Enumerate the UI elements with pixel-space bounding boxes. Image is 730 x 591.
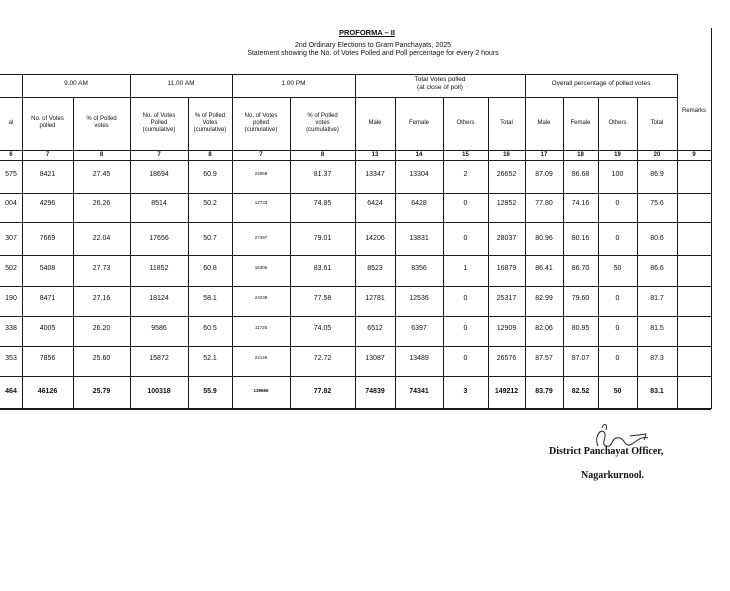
table-cell: 12733: [254, 200, 268, 205]
column-number-7: 13: [371, 152, 379, 158]
column-number-13: 19: [614, 152, 621, 158]
table-cell: 86.70: [571, 265, 590, 272]
total-cell: 83.1: [650, 388, 664, 395]
table-cell: 82.06: [535, 325, 553, 332]
column-number-5: 7: [259, 152, 263, 158]
table-cell: 24968: [254, 171, 268, 176]
table-cell: 11852: [149, 265, 169, 272]
total-cell: 3: [463, 388, 468, 395]
column-header-2: % of Polled votes: [86, 116, 117, 129]
table-cell: 11726: [254, 325, 268, 330]
total-cell: 82.52: [571, 388, 590, 395]
table-cell: 13831: [409, 235, 429, 242]
table-cell: 16306: [254, 265, 268, 270]
table-cell: 74.05: [313, 325, 332, 332]
column-header-8: Female: [408, 119, 429, 126]
column-header-5: No. of Votes polled (cumulative): [244, 112, 278, 133]
column-number-15: 9: [692, 152, 696, 158]
table-cell: 18694: [149, 171, 169, 178]
col-line-6: [290, 97, 291, 409]
col-line-13: [598, 97, 599, 409]
group-9am: 9.00 AM: [64, 80, 88, 87]
table-cell: 26.20: [92, 325, 111, 332]
total-cell: 74839: [365, 388, 385, 395]
table-cell: 27.45: [92, 171, 111, 178]
table-cell: 60.9: [203, 171, 217, 178]
column-header-13: Others: [608, 119, 627, 126]
table-cell: 0: [463, 325, 468, 332]
table-cell: 81.5: [650, 325, 664, 332]
table-cell: 22.04: [92, 235, 111, 242]
table-cell: 80.6: [650, 235, 664, 242]
column-number-2: 8: [99, 152, 104, 158]
total-cell: 74341: [409, 388, 429, 395]
table-cell: 8523: [367, 265, 383, 272]
table-cell: 5408: [39, 265, 56, 272]
column-number-8: 14: [415, 152, 423, 158]
table-cell: 9586: [151, 325, 167, 332]
column-number-11: 17: [540, 152, 548, 158]
table-cell: 79.60: [571, 295, 590, 302]
election-title: 2nd Ordinary Elections to Gram Panchayats, 2025: [294, 42, 452, 49]
table-cell: 50: [613, 265, 622, 272]
table-cell: 575: [5, 171, 17, 178]
table-cell: 50.7: [203, 235, 217, 242]
table-cell: 12909: [496, 325, 517, 332]
table-cell: 83.61: [313, 265, 332, 272]
col-line-2: [73, 97, 74, 409]
table-cell: 74.85: [313, 200, 332, 207]
group-header-line: [0, 97, 677, 98]
column-header-4: % of Polled Votes (cumulative): [193, 112, 227, 133]
table-cell: 8471: [39, 295, 56, 302]
column-number-10: 16: [503, 152, 510, 158]
total-cell: 100318: [147, 388, 171, 395]
table-cell: 28037: [496, 235, 517, 242]
total-cell: 139665: [253, 388, 269, 393]
table-cell: 25.60: [92, 355, 111, 362]
table-cell: 4005: [39, 325, 56, 332]
total-cell: 83.79: [535, 388, 553, 395]
table-cell: 0: [615, 355, 620, 362]
total-cell: 149212: [494, 388, 519, 395]
table-cell: 60.8: [203, 265, 217, 272]
table-cell: 8514: [151, 200, 167, 207]
column-header-9: Others: [456, 119, 475, 126]
table-cell: 13304: [409, 171, 429, 178]
table-cell: 52.1: [203, 355, 217, 362]
table-cell: 4296: [39, 200, 56, 207]
table-cell: 14206: [365, 235, 385, 242]
table-cell: 8356: [411, 265, 427, 272]
table-cell: 0: [615, 200, 620, 207]
table-cell: 81.37: [313, 171, 332, 178]
officer-designation: District Panchayat Officer,: [549, 446, 664, 457]
column-header-14: Total: [650, 119, 664, 126]
table-cell: 26652: [496, 171, 517, 178]
column-header-0: al: [8, 119, 14, 126]
table-cell: 307: [5, 235, 17, 242]
page-border-right: [711, 28, 712, 408]
table-cell: 82.99: [535, 295, 553, 302]
column-number-6: 8: [320, 152, 325, 158]
col-line-9: [443, 97, 444, 409]
col-line-15: [677, 74, 678, 409]
table-cell: 72.72: [313, 355, 332, 362]
table-cell: 0: [615, 295, 620, 302]
column-number-9: 15: [462, 152, 469, 158]
table-cell: 8421: [39, 171, 56, 178]
table-cell: 190: [5, 295, 17, 302]
total-cell: 464: [5, 388, 17, 395]
column-header-1: No. of Votes polled: [31, 116, 64, 129]
table-cell: 25317: [496, 295, 517, 302]
table-cell: 12781: [365, 295, 385, 302]
column-header-10: Total: [500, 119, 513, 126]
group-overall-percentage: Overall percentage of polled votes: [551, 80, 651, 87]
table-cell: 338: [5, 325, 17, 332]
group-11am: 11.00 AM: [167, 80, 195, 87]
table-cell: 60.5: [203, 325, 217, 332]
table-cell: 86.68: [571, 171, 590, 178]
table-cell: 502: [5, 265, 17, 272]
table-cell: 87.09: [535, 171, 553, 178]
table-cell: 6397: [411, 325, 427, 332]
table-cell: 004: [5, 200, 17, 207]
table-cell: 22146: [254, 355, 268, 360]
col-line-8: [395, 97, 396, 409]
group-1pm: 1.00 PM: [281, 80, 306, 87]
table-cell: 75.6: [650, 200, 664, 207]
officer-place: Nagarkurnool.: [581, 470, 645, 481]
statement-title: Statement showing the No. of Votes Polled and Poll percentage for every 2 hours: [247, 50, 499, 57]
column-number-3: 7: [157, 152, 161, 158]
column-header-3: No. of Votes Polled (cumulative): [142, 112, 176, 133]
table-cell: 1: [463, 265, 468, 272]
total-cell: 77.82: [313, 388, 332, 395]
table-cell: 7856: [39, 355, 56, 362]
col-line-4: [188, 97, 189, 409]
table-cell: 6512: [367, 325, 383, 332]
proforma-title: PROFORMA – II: [339, 28, 395, 37]
table-cell: 24239: [254, 295, 268, 300]
table-cell: 12536: [409, 295, 429, 302]
table-cell: 7669: [39, 235, 56, 242]
table-cell: 0: [615, 235, 620, 242]
table-cell: 86.6: [650, 265, 664, 272]
column-header-7: Male: [368, 119, 382, 126]
column-number-4: 8: [208, 152, 212, 158]
table-cell: 87.07: [571, 355, 590, 362]
total-cell: 46126: [37, 388, 58, 395]
table-cell: 27497: [254, 235, 268, 240]
table-cell: 50.2: [203, 200, 217, 207]
column-number-14: 20: [653, 152, 661, 158]
table-cell: 100: [611, 171, 624, 178]
table-cell: 87.3: [650, 355, 664, 362]
table-cell: 0: [463, 295, 468, 302]
table-cell: 80.16: [571, 235, 590, 242]
table-cell: 27.16: [92, 295, 111, 302]
table-cell: 80.95: [571, 325, 590, 332]
table-cell: 13489: [409, 355, 429, 362]
total-cell: 55.9: [203, 388, 217, 395]
total-cell: 50: [613, 388, 622, 395]
table-cell: 353: [5, 355, 17, 362]
col-line-10: [488, 97, 489, 409]
column-header-6: % of Polled votes (cumulative): [306, 112, 339, 133]
table-cell: 77.80: [535, 200, 553, 207]
table-cell: 26576: [496, 355, 517, 362]
table-bottom-line: [0, 409, 711, 410]
table-cell: 2: [463, 171, 468, 178]
table-cell: 12852: [496, 200, 517, 207]
table-cell: 74.16: [571, 200, 590, 207]
table-cell: 87.57: [535, 355, 553, 362]
table-cell: 0: [463, 235, 468, 242]
table-cell: 58.1: [203, 295, 217, 302]
table-cell: 16879: [496, 265, 517, 272]
column-number-0: 6: [9, 152, 13, 158]
table-cell: 27.73: [92, 265, 111, 272]
table-cell: 0: [615, 325, 620, 332]
table-cell: 79.01: [313, 235, 332, 242]
column-header-15: Remarks: [681, 108, 706, 114]
table-cell: 86.41: [535, 265, 553, 272]
table-cell: 13347: [365, 171, 385, 178]
table-cell: 13087: [365, 355, 385, 362]
table-cell: 0: [463, 200, 468, 207]
table-top-line: [0, 74, 677, 75]
table-cell: 17656: [149, 235, 169, 242]
col-line-14: [637, 97, 638, 409]
table-cell: 26.26: [92, 200, 111, 207]
table-cell: 6428: [411, 200, 427, 207]
table-cell: 80.96: [535, 235, 553, 242]
group-total-votes: Total Votes polled (at close of poll): [414, 76, 466, 91]
column-number-1: 7: [45, 152, 50, 158]
table-cell: 86.9: [650, 171, 664, 178]
table-cell: 77.58: [313, 295, 332, 302]
column-header-11: Male: [537, 119, 551, 126]
table-cell: 81.7: [650, 295, 664, 302]
table-cell: 18124: [149, 295, 169, 302]
table-cell: 0: [463, 355, 468, 362]
column-number-12: 18: [577, 152, 584, 158]
table-cell: 6424: [367, 200, 383, 207]
table-cell: 15872: [149, 355, 169, 362]
total-cell: 25.79: [92, 388, 111, 395]
column-header-12: Female: [570, 119, 591, 126]
col-line-12: [563, 97, 564, 409]
